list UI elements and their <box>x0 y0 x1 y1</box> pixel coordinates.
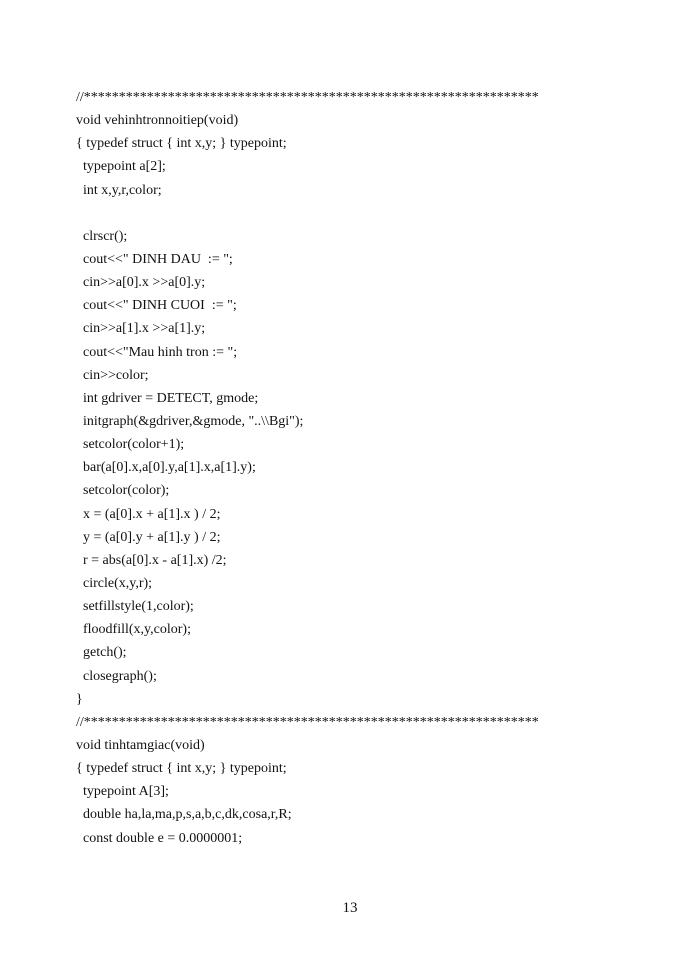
code-line: setfillstyle(1,color); <box>76 599 194 615</box>
code-line: floodfill(x,y,color); <box>76 622 191 638</box>
code-line: double ha,la,ma,p,s,a,b,c,dk,cosa,r,R; <box>76 807 292 823</box>
code-line: //***************************************************************** <box>76 714 539 730</box>
code-line: circle(x,y,r); <box>76 575 153 591</box>
code-line: void vehinhtronnoitiep(void) <box>76 113 239 129</box>
code-line: //***************************************************************** <box>76 90 539 105</box>
code-line: setcolor(color); <box>76 483 170 499</box>
code-line: typepoint a[2]; <box>76 159 166 175</box>
code-line: cin>>color; <box>76 367 149 383</box>
code-line: setcolor(color+1); <box>76 437 185 453</box>
code-line: int gdriver = DETECT, gmode; <box>76 390 259 406</box>
code-line: void tinhtamgiac(void) <box>76 737 205 753</box>
code-line: clrscr(); <box>76 228 128 244</box>
code-line: { typedef struct { int x,y; } typepoint; <box>76 136 287 152</box>
code-line: typepoint A[3]; <box>76 784 169 800</box>
page-number: 13 <box>342 900 358 916</box>
code-line: int x,y,r,color; <box>76 182 162 198</box>
code-listing <box>76 86 656 850</box>
code-line: initgraph(&gdriver,&gmode, "..\\Bgi"); <box>76 413 304 429</box>
code-line: const double e = 0.0000001; <box>76 830 243 846</box>
code-line: cout<<" DINH DAU := "; <box>76 251 233 267</box>
code-line: x = (a[0].x + a[1].x ) / 2; <box>76 506 221 522</box>
code-line: getch(); <box>76 645 127 661</box>
code-line: cout<<"Mau hinh tron := "; <box>76 344 238 360</box>
code-line: closegraph(); <box>76 668 157 684</box>
code-line: cin>>a[0].x >>a[0].y; <box>76 275 206 291</box>
code-line: cin>>a[1].x >>a[1].y; <box>76 321 206 337</box>
code-line: } <box>76 691 83 707</box>
code-line: r = abs(a[0].x - a[1].x) /2; <box>76 552 227 568</box>
code-line: bar(a[0].x,a[0].y,a[1].x,a[1].y); <box>76 460 256 476</box>
code-line: { typedef struct { int x,y; } typepoint; <box>76 761 287 777</box>
code-line: cout<<" DINH CUOI := "; <box>76 298 237 314</box>
code-line: y = (a[0].y + a[1].y ) / 2; <box>76 529 221 545</box>
code-line <box>76 202 656 225</box>
